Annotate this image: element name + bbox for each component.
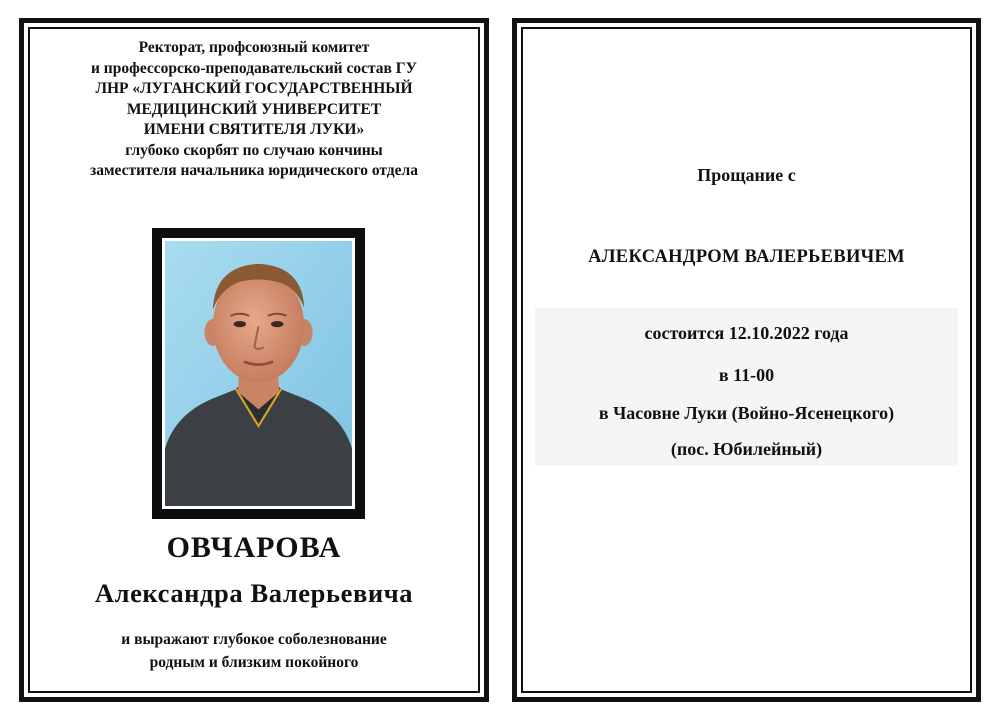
deceased-full-name: Александра Валерьевича [94,578,414,608]
deceased-name-caps: АЛЕКСАНДРОМ ВАЛЕРЬЕВИЧЕМ [588,247,905,267]
portrait-photo [162,238,355,509]
portrait-frame [152,228,365,519]
farewell-card [512,18,981,702]
condolence-text-line-1: и выражают глубокое соболезнование [121,631,387,648]
obituary-card [19,18,489,702]
mourning-header: Ректорат, профсоюзный комитет и профессорско-преподавательский состав ГУ ЛНР «ЛУГАНСКИЙ ГОСУДАРСТВЕННЫЙ МЕДИЦИНСКИЙ УНИВЕРСИТЕТ ИМЕНИ СВЯТИТЕЛЯ ЛУКИ» глубоко скорбят по случаю кончины заместителя начальника юридического отдела [90,39,418,179]
deceased-surname: ОВЧАРОВА [166,531,342,564]
ceremony-date: состоится 12.10.2022 года [644,323,849,343]
ceremony-locality: (пос. Юбилейный) [670,439,823,459]
condolence-text-line-2: родным и близким покойного [149,654,359,671]
ceremony-place: в Часовне Луки (Войно-Ясенецкого) [598,403,895,423]
farewell-heading: Прощание с [697,165,796,185]
ceremony-time: в 11-00 [718,365,775,385]
portrait-figure [165,241,352,506]
